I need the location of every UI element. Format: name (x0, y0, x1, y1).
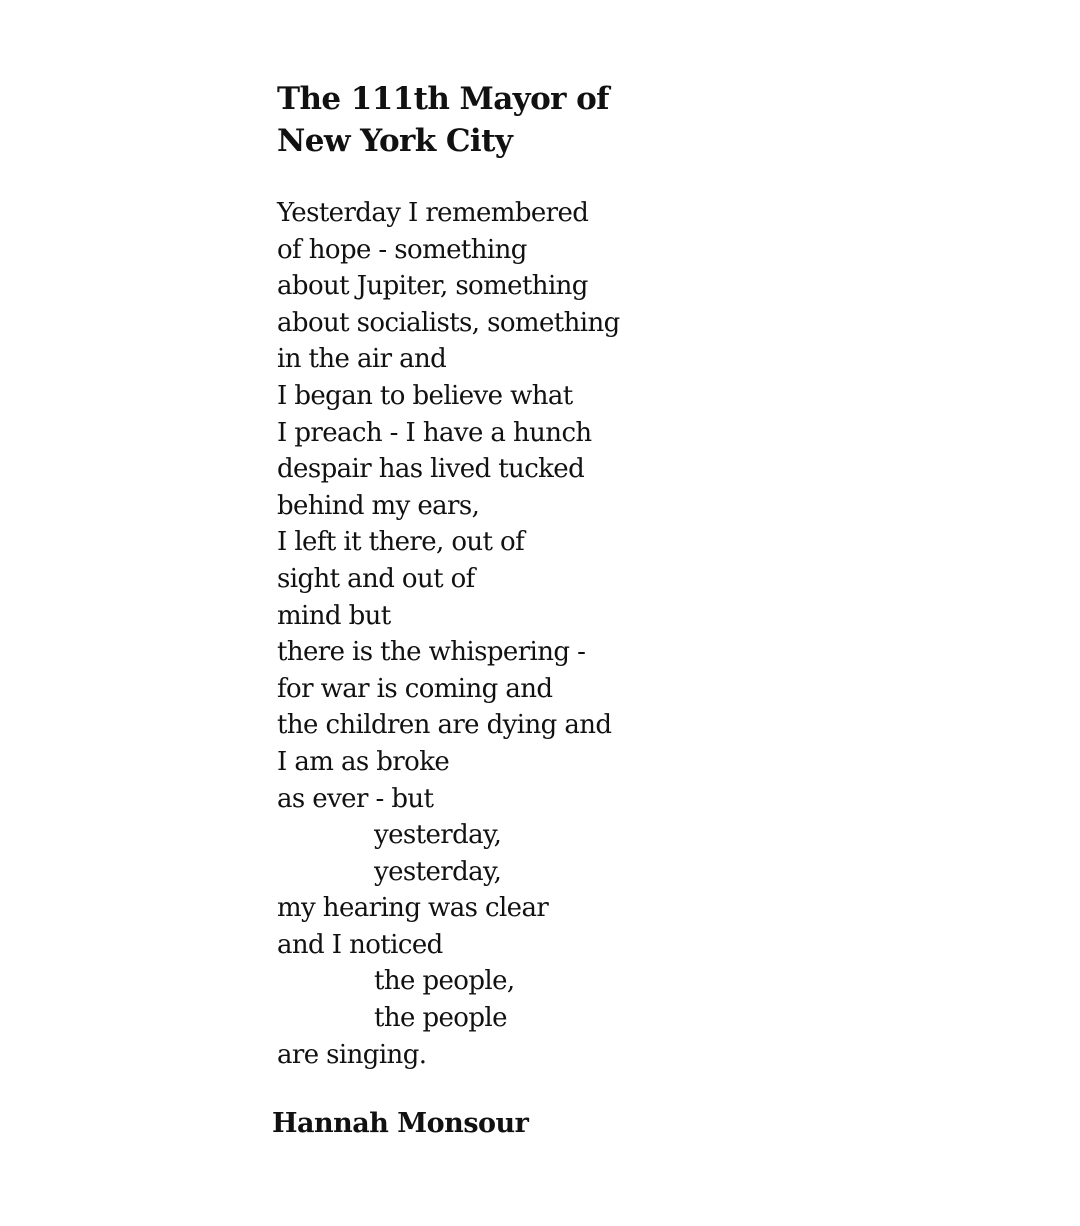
poem-line: in the air and (277, 344, 447, 375)
poem-line: and I noticed (277, 929, 443, 960)
poem-line: behind my ears, (277, 490, 480, 521)
poem-line: yesterday, (374, 820, 502, 851)
poem-line: my hearing was clear (277, 893, 549, 924)
poem-line: as ever - but (277, 783, 434, 814)
poem-line: about Jupiter, something (277, 271, 588, 302)
poem-author: Hannah Monsour (272, 1108, 529, 1139)
poem-line: about socialists, something (277, 307, 620, 338)
poem-line: I am as broke (277, 746, 450, 777)
poem-line: there is the whispering - (277, 637, 586, 668)
poem-line: Yesterday I remembered (277, 198, 589, 228)
poem-line: of hope - something (277, 234, 527, 265)
poem-line: sight and out of (277, 563, 475, 594)
poem-title-line: New York City (277, 123, 513, 159)
poem-title (277, 78, 697, 162)
poem-line: I preach - I have a hunch (277, 417, 592, 448)
poem-line: mind but (277, 600, 391, 631)
poem-body (277, 195, 797, 1073)
poem-line: for war is coming and (277, 673, 553, 704)
poem-line: yesterday, (374, 856, 502, 887)
poem-title-line: The 111th Mayor of (277, 81, 609, 117)
poem-line: the people (374, 1003, 507, 1034)
poem-line: despair has lived tucked (277, 454, 585, 485)
poem-line: are singing. (277, 1039, 427, 1070)
poem-line: the people, (374, 966, 515, 997)
poem-line: I began to believe what (277, 380, 573, 411)
poem-line: the children are dying and (277, 710, 612, 741)
poem-line: I left it there, out of (277, 527, 525, 558)
